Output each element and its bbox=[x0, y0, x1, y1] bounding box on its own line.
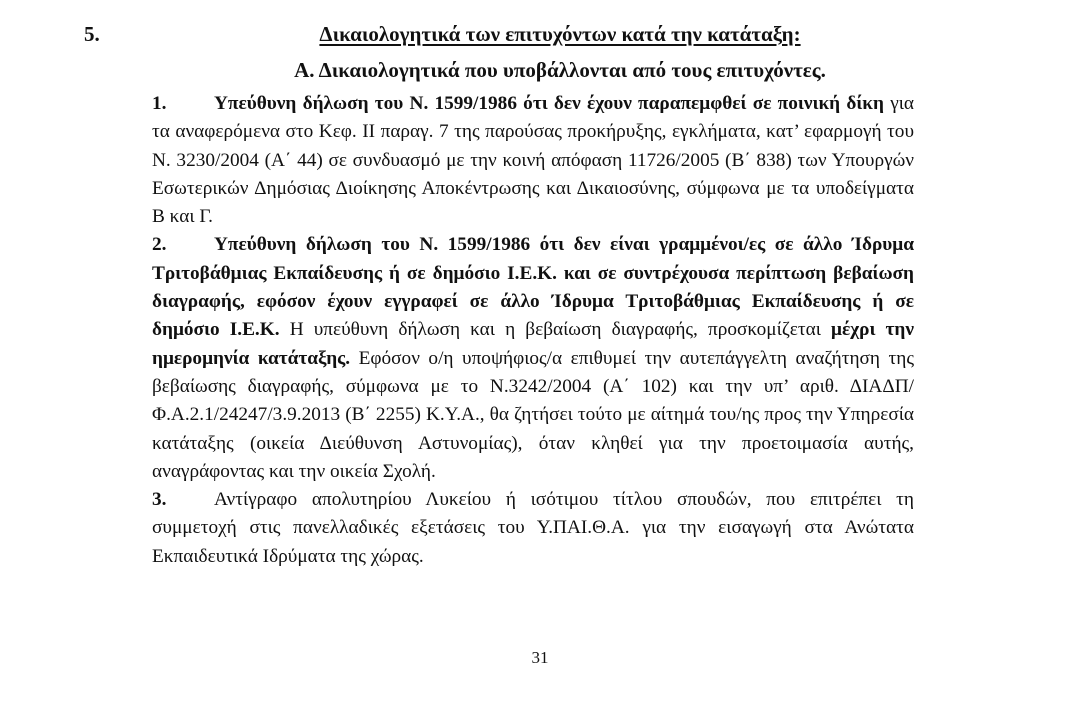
subsection-title: Α. Δικαιολογητικά που υποβάλλονται από τους επιτυχόντες. bbox=[294, 58, 826, 82]
requirements-list bbox=[152, 90, 914, 571]
list-item bbox=[152, 231, 914, 486]
item-bold-text: Υπεύθυνη δήλωση του Ν. 1599/1986 ότι δεν είναι γραμμένοι/ες σε άλλο Ίδρυμα Τριτοβάθμιας Εκπαίδευσης ή σε δημόσιο Ι.Ε.Κ. και σε συντρέχουσα περίπτωση βεβαίωση διαγραφής, εφόσον έχουν εγγραφεί σε άλλο Ίδρυμα Τριτοβάθμιας Εκπαίδευσης ή σε δημόσιο Ι.Ε.Κ. bbox=[152, 234, 914, 341]
item-number: 2. bbox=[152, 234, 167, 256]
list-item bbox=[152, 90, 914, 231]
item-text: Η υπεύθυνη δήλωση και η βεβαίωση διαγραφής, προσκομίζεται bbox=[279, 319, 832, 341]
section-title: Δικαιολογητικά των επιτυχόντων κατά την κατάταξη: bbox=[319, 22, 801, 46]
item-text: Αντίγραφο απολυτηρίου Λυκείου ή ισότιμου τίτλου σπουδών, που επιτρέπει τη συμμετοχή στις πανελλαδικές εξετάσεις του Υ.ΠΑΙ.Θ.Α. για την εισαγωγή στα Ανώτατα Εκπαιδευτικά Ιδρύματα της χώρας. bbox=[152, 489, 914, 567]
section-number: 5. bbox=[84, 22, 100, 46]
item-number: 1. bbox=[152, 93, 167, 114]
list-item bbox=[152, 486, 914, 571]
item-bold-text: Υπεύθυνη δήλωση του Ν. 1599/1986 ότι δεν έχουν παραπεμφθεί σε ποινική δίκη bbox=[214, 93, 884, 114]
item-bold-text: μέχρι την ημερομηνία κατάταξης. bbox=[152, 319, 914, 369]
page-number: 31 bbox=[531, 648, 549, 667]
item-text: Εφόσον ο/η υποψήφιος/α επιθυμεί την αυτεπάγγελτη αναζήτηση της βεβαίωσης διαγραφής, σύμφωνα με το Ν.3242/2004 (Α΄ 102) και την υπ’ αριθ. ΔΙΑΔΠ/Φ.Α.2.1/24247/3.9.2013 (Β΄ 2255) Κ.Υ.Α., θα ζητήσει τούτο με αίτημά του/ης προς την Υπηρεσία κατάταξης (οικεία Διεύθυνση Αστυνομίας), όταν κληθεί για την προετοιμασία αυτής, αναγράφοντας και την οικεία Σχολή. bbox=[152, 347, 914, 482]
item-number: 3. bbox=[152, 489, 167, 511]
item-text: για τα αναφερόμενα στο Κεφ. ΙΙ παραγ. 7 της παρούσας προκήρυξης, εγκλήματα, κατ’ εφαρμογή του Ν. 3230/2004 (Α΄ 44) σε συνδυασμό με την κοινή απόφαση 11726/2005 (Β΄ 838) των Υπουργών Εσωτερικών Δημόσιας Διοίκησης Αποκέντρωσης και Δικαιοσύνης, σύμφωνα με τα υποδείγματα Β και Γ. bbox=[152, 93, 914, 228]
